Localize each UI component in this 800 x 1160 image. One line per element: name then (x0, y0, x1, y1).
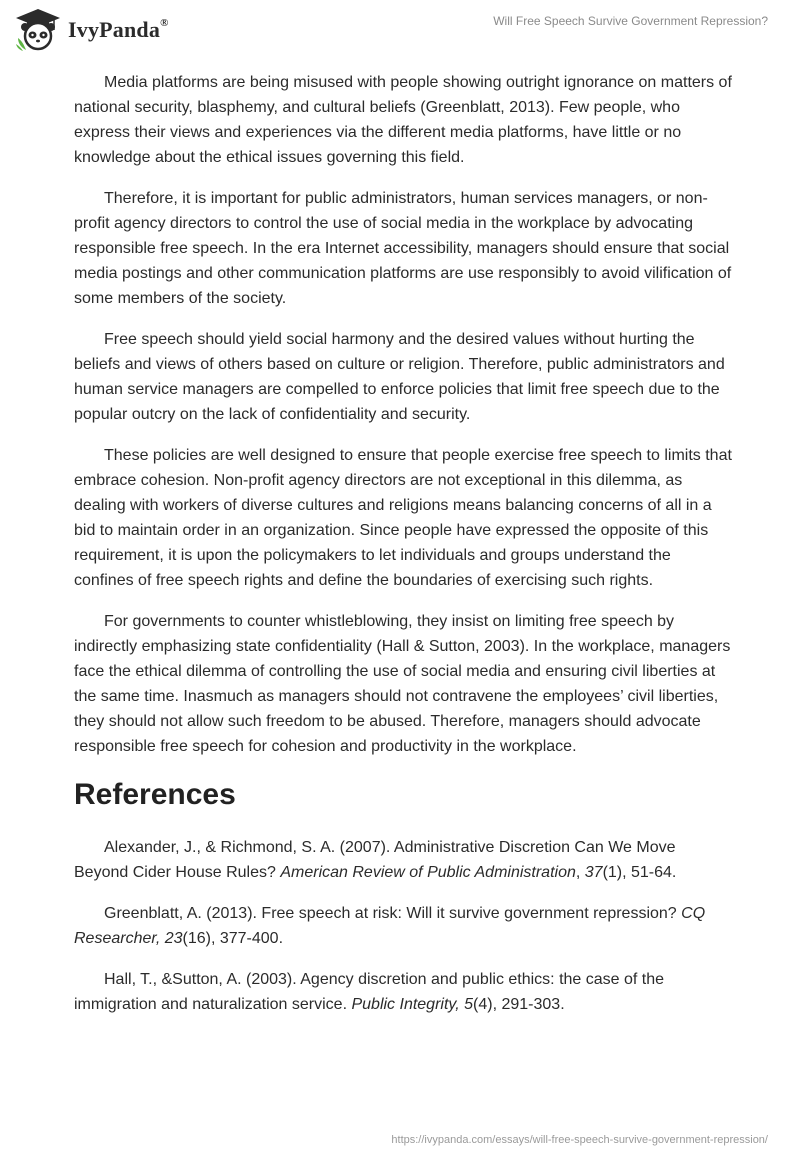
paragraph: For governments to counter whistleblowing, they insist on limiting free speech by indirectly emphasizing state confidentiality (Hall & Sutton, 2003). In the workplace, managers face the ethical dilemma of controlling the use of social media and ensuring civil liberties at the same time. Inasmuch as managers should not contravene the employees’ civil liberties, they should not allow such freedom to be abused. Therefore, managers should advocate responsible free speech for cohesion and productivity in the workplace. (74, 613, 731, 755)
paragraph: Media platforms are being misused with people showing outright ignorance on matters of national security, blasphemy, and cultural beliefs (Greenblatt, 2013). Few people, who express their views and experiences via the different media platforms, have little or no knowledge about the ethical issues governing this field. (74, 74, 732, 166)
essay-body (74, 70, 734, 1033)
reference-item: Hall, T., &Sutton, A. (2003). Agency discretion and public ethics: the case of the immigration and naturalization service. Public Integrity, 5(4), 291-303. (74, 971, 665, 1013)
source-url[interactable]: https://ivypanda.com/essays/will-free-speech-survive-government-repression/ (391, 1134, 768, 1146)
brand-name: IvyPanda® (68, 16, 169, 42)
references-heading: References (74, 778, 236, 811)
panda-graduate-icon (14, 8, 62, 52)
reference-item: Greenblatt, A. (2013). Free speech at risk: Will it survive government repression? CQ Researcher, 23(16), 377-400. (74, 905, 706, 947)
page-header (0, 0, 800, 60)
paragraph: Free speech should yield social harmony and the desired values without hurting the beliefs and views of others based on culture or religion. Therefore, public administrators and human service managers are compelled to enforce policies that limit free speech due to the popular outcry on the lack of confidentiality and security. (74, 331, 725, 423)
ivypanda-logo[interactable] (14, 8, 169, 52)
paragraph: Therefore, it is important for public administrators, human services managers, or non-profit agency directors to control the use of social media in the workplace by advocating responsible free speech. In the era Internet accessibility, managers should ensure that social media postings and other communication platforms are use responsibly to avoid vilification of some members of the society. (74, 190, 732, 307)
document-title: Will Free Speech Survive Government Repression? (493, 14, 768, 28)
paragraph: These policies are well designed to ensure that people exercise free speech to limits that embrace cohesion. Non-profit agency directors are not exceptional in this dilemma, as dealing with workers of diverse cultures and religions means balancing concerns of all in a bid to maintain order in an organization. Since people have expressed the opposite of this requirement, it is upon the policymakers to let individuals and groups understand the confines of free speech rights and define the boundaries of exercising such rights. (74, 447, 732, 589)
reference-item: Alexander, J., & Richmond, S. A. (2007). Administrative Discretion Can We Move Beyond Cider House Rules? American Review of Public Administration, 37(1), 51-64. (74, 839, 677, 881)
